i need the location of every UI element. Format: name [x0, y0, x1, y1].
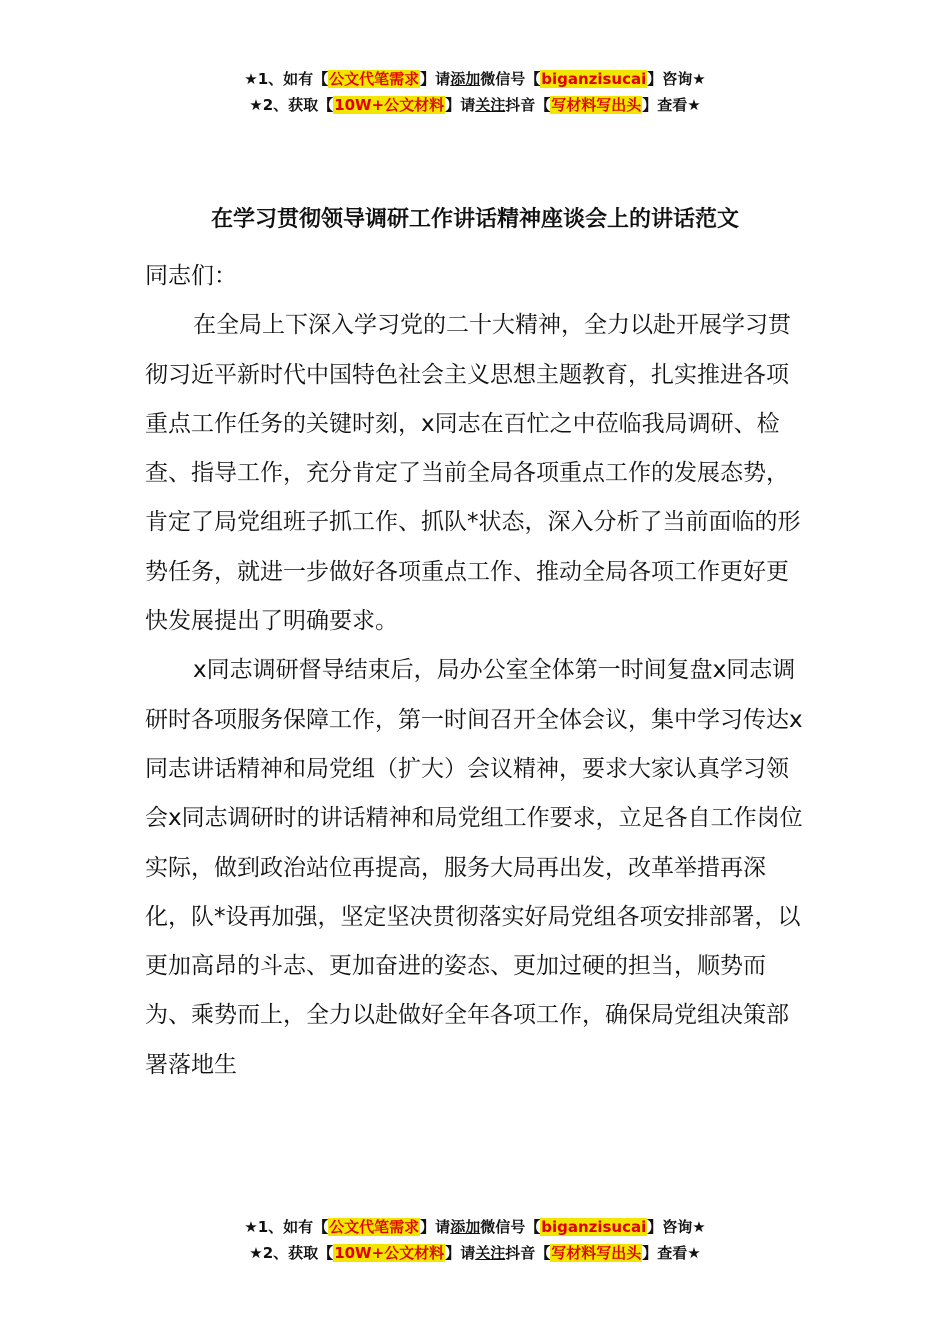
header-banner: [0, 66, 950, 118]
header-line-1-suffix: 】咨询★: [647, 70, 706, 88]
footer-line-2-text-a: 】请: [445, 1244, 476, 1262]
footer-line-2: [0, 1240, 950, 1266]
paragraph-2: x同志调研督导结束后，局办公室全体第一时间复盘x同志调研时各项服务保障工作，第一时间召开全体会议，集中学习传达x同志讲话精神和局党组（扩大）会议精神，要求大家认真学习领会x同志调研时的讲话精神和局党组工作要求，立足各自工作岗位实际，做到政治站位再提高，服务大局再出发，改革举措再深化，队*设再加强，坚定坚决贯彻落实好局党组各项安排部署，以更加高昂的斗志、更加奋进的姿态、更加过硬的担当，顺势而为、乘势而上，全力以赴做好全年各项工作，确保局党组决策部署落地生: [145, 657, 803, 1078]
header-underline-add: 添加: [450, 70, 481, 88]
footer-line-1-prefix: ★1、如有【: [244, 1218, 329, 1236]
footer-highlight-service: 公文代笔需求: [329, 1218, 420, 1236]
header-highlight-wechat-id: biganzisucai: [541, 70, 647, 88]
footer-line-2-prefix: ★2、获取【: [249, 1244, 334, 1262]
header-line-1-prefix: ★1、如有【: [244, 70, 329, 88]
salutation: 同志们：: [145, 263, 237, 289]
footer-line-1: [0, 1214, 950, 1240]
footer-highlight-douyin: 写材料写出头: [551, 1244, 642, 1262]
footer-highlight-wechat-id: biganzisucai: [541, 1218, 647, 1236]
header-line-1: [0, 66, 950, 92]
header-line-2-suffix: 】查看★: [642, 96, 701, 114]
footer-banner: [0, 1214, 950, 1266]
header-line-2-prefix: ★2、获取【: [249, 96, 334, 114]
header-line-2-text-b: 抖音【: [505, 96, 551, 114]
header-line-2-text-a: 】请: [445, 96, 476, 114]
footer-line-2-suffix: 】查看★: [642, 1244, 701, 1262]
footer-line-2-text-b: 抖音【: [505, 1244, 551, 1262]
footer-line-1-text-b: 微信号【: [480, 1218, 541, 1236]
header-line-2: [0, 92, 950, 118]
footer-line-1-text-a: 】请: [420, 1218, 451, 1236]
header-highlight-materials: 10W+公文材料: [334, 96, 445, 114]
header-highlight-service: 公文代笔需求: [329, 70, 420, 88]
header-underline-follow: 关注: [475, 96, 506, 114]
paragraph-1: 在全局上下深入学习党的二十大精神，全力以赴开展学习贯彻习近平新时代中国特色社会主义思想主题教育，扎实推进各项重点工作任务的关键时刻，x同志在百忙之中莅临我局调研、检查、指导工作，充分肯定了当前全局各项重点工作的发展态势，肯定了局党组班子抓工作、抓队*状态，深入分析了当前面临的形势任务，就进一步做好各项重点工作、推动全局各项工作更好更快发展提出了明确要求。: [145, 312, 801, 635]
footer-line-1-suffix: 】咨询★: [647, 1218, 706, 1236]
header-line-1-text-a: 】请: [420, 70, 451, 88]
footer-underline-follow: 关注: [475, 1244, 506, 1262]
document-body: [145, 252, 807, 1090]
header-highlight-douyin: 写材料写出头: [551, 96, 642, 114]
footer-underline-add: 添加: [450, 1218, 481, 1236]
header-line-1-text-b: 微信号【: [480, 70, 541, 88]
document-title: 在学习贯彻领导调研工作讲话精神座谈会上的讲话范文: [210, 207, 739, 232]
footer-highlight-materials: 10W+公文材料: [334, 1244, 445, 1262]
